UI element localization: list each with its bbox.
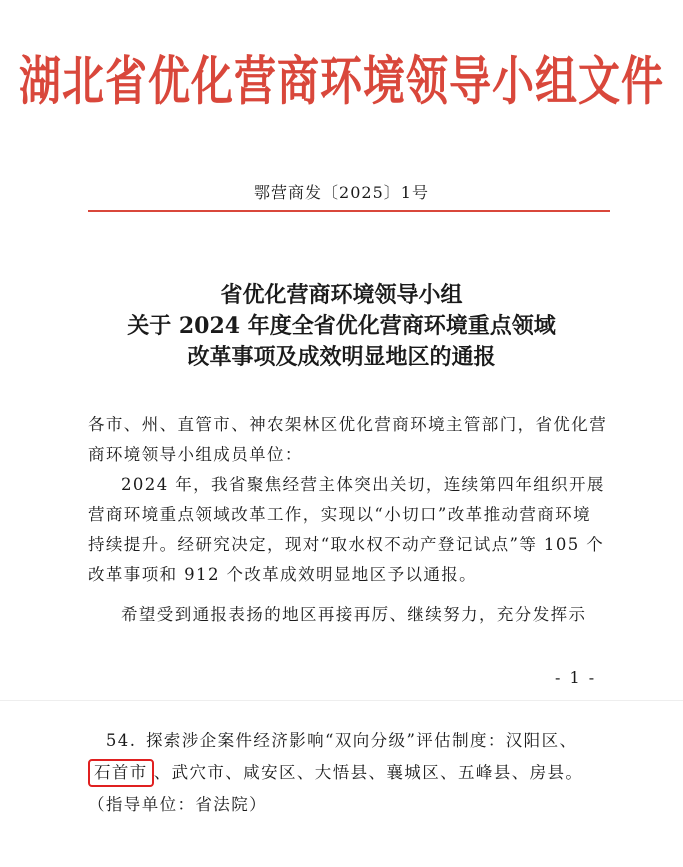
page-break-divider — [0, 700, 683, 701]
salutation: 各市、州、直管市、神农架林区优化营商环境主管部门，省优化营商环境领导小组成员单位： — [88, 415, 608, 464]
notice-title-line: 省优化营商环境领导小组 — [220, 282, 463, 308]
notice-title — [0, 280, 683, 373]
body-paragraph: 2024 年，我省聚焦经营主体突出关切，连续第四年组织开展营商环境重点领域改革工作，实现以“小切口”改革推动营商环境持续提升。经研究决定，现对“取水权不动产登记试点”等 105 个改革事项和 912 个改革成效明显地区予以通报。 — [88, 475, 605, 584]
document-header-title: 湖北省优化营商环境领导小组文件 — [18, 50, 664, 112]
notice-title-line: 关于 2024 年度全省优化营商环境重点领域 — [127, 313, 556, 339]
document-number: 鄂营商发〔2025〕1号 — [254, 183, 429, 202]
list-item-54 — [88, 725, 608, 821]
highlighted-city: 石首市 — [88, 759, 154, 787]
page-number: - 1 - — [555, 668, 597, 687]
body-paragraph: 希望受到通报表扬的地区再接再厉、继续努力，充分发挥示 — [121, 605, 587, 624]
item-number: 54. — [105, 731, 137, 750]
notice-title-line: 改革事项及成效明显地区的通报 — [187, 344, 496, 370]
red-divider-line — [88, 210, 610, 212]
item-text-after: 、武穴市、咸安区、大悟县、襄城区、五峰县、房县。（指导单位：省法院） — [88, 763, 584, 814]
notice-body — [88, 410, 608, 630]
item-text-before: 探索涉企案件经济影响“双向分级”评估制度：汉阳区、 — [146, 731, 578, 750]
list-item-text — [88, 725, 608, 821]
